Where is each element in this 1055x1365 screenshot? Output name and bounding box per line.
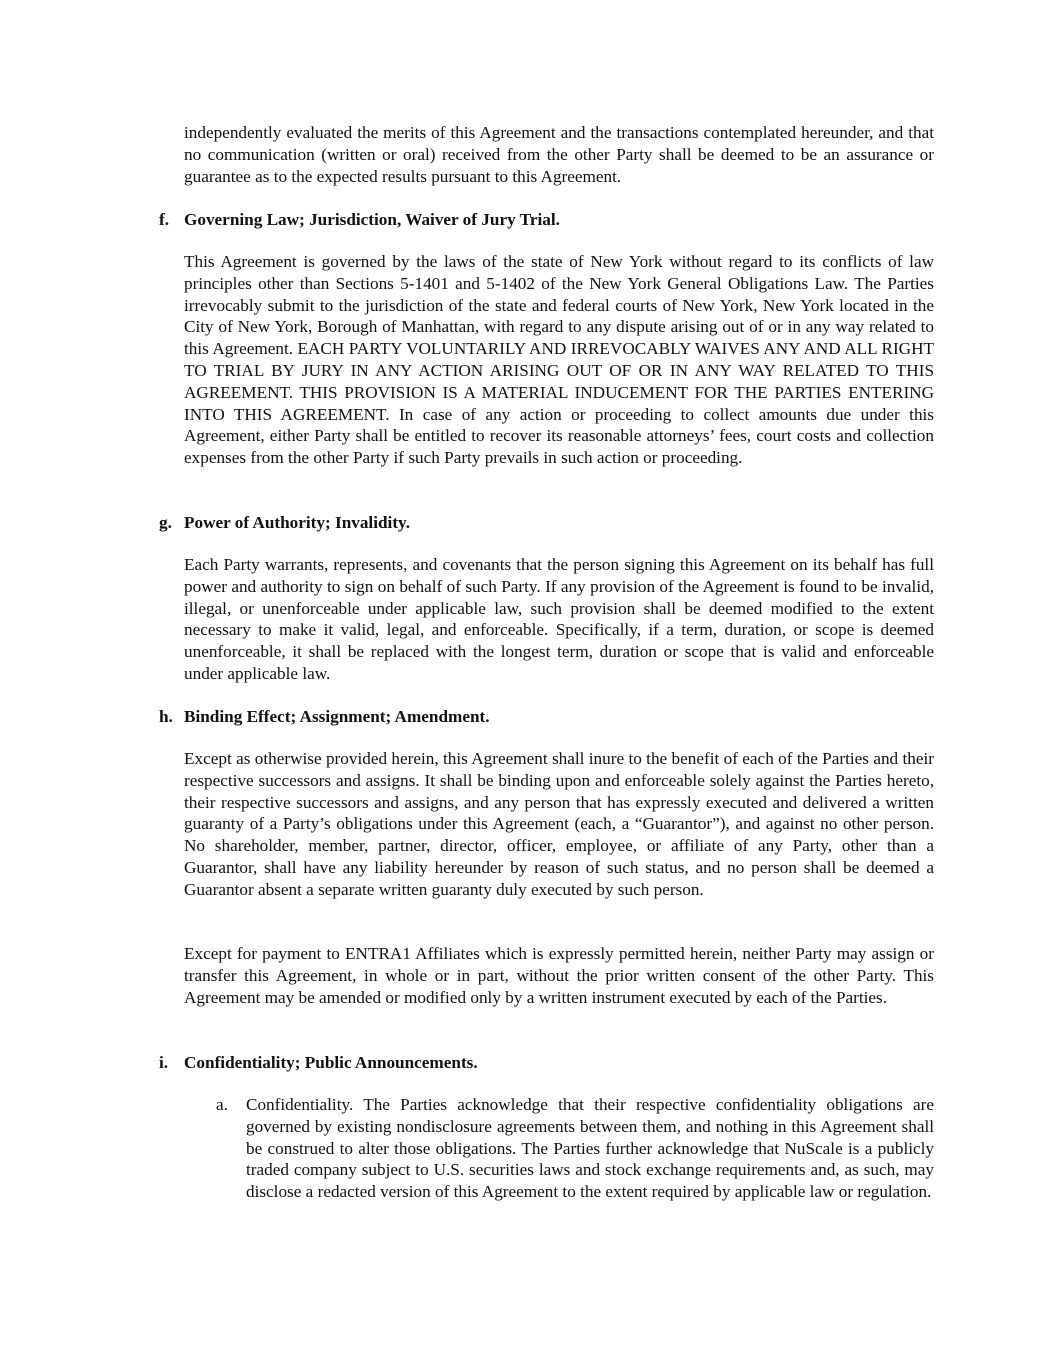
section-letter: i. xyxy=(159,1053,169,1072)
section-h-paragraph-1: Except as otherwise provided herein, this Agreement shall inure to the benefit of each of the Parties and their respective successors and assigns. It shall be binding upon and enforceable solely against the Parties hereto, their respective successors and assigns, and any person that has expressly executed and delivered a written guaranty of a Party’s obligations under this Agreement (each, a “Guarantor”), and against no other person. No shareholder, member, partner, director, officer, employee, or affiliate of any Party, other than a Guarantor, shall have any liability hereunder by reason of such status, and no person shall be deemed a Guarantor absent a separate written guaranty duly executed by such person. xyxy=(184,749,934,899)
section-title: Power of Authority; Invalidity. xyxy=(184,513,410,532)
section-title: Confidentiality; Public Announcements. xyxy=(184,1053,478,1072)
subitem-text: Confidentiality. The Parties acknowledge that their respective confidentiality obligations are governed by existing nondisclosure agreements between them, and nothing in this Agreement shall be construed to alter those obligations. The Parties further acknowledge that NuScale is a publicly traded company subject to U.S. securities laws and stock exchange requirements and, as such, may disclose a redacted version of this Agreement to the extent required by applicable law or regulation. xyxy=(246,1095,934,1202)
intro-paragraph: independently evaluated the merits of this Agreement and the transactions contemplated hereunder, and that no communication (written or oral) received from the other Party shall be deemed to be an assurance or guarantee as to the expected results pursuant to this Agreement. xyxy=(184,123,934,186)
section-letter: h. xyxy=(159,707,173,726)
section-g-paragraph: Each Party warrants, represents, and covenants that the person signing this Agreement on its behalf has full power and authority to sign on behalf of such Party. If any provision of the Agreement is found to be invalid, illegal, or unenforceable under applicable law, such provision shall be deemed modified to the extent necessary to make it valid, legal, and enforceable. Specifically, if a term, duration, or scope is deemed unenforceable, it shall be replaced with the longest term, duration or scope that is valid and enforceable under applicable law. xyxy=(184,555,934,683)
section-h-paragraph-2: Except for payment to ENTRA1 Affiliates which is expressly permitted herein, neither Party may assign or transfer this Agreement, in whole or in part, without the prior written consent of the other Party. This Agreement may be amended or modified only by a written instrument executed by each of the Parties. xyxy=(184,944,934,1007)
section-title: Binding Effect; Assignment; Amendment. xyxy=(184,707,490,726)
section-title: Governing Law; Jurisdiction, Waiver of Jury Trial. xyxy=(184,210,560,229)
section-letter: g. xyxy=(159,513,172,532)
section-f-paragraph: This Agreement is governed by the laws of the state of New York without regard to its conflicts of law principles other than Sections 5-1401 and 5-1402 of the New York General Obligations Law. The Parties irrevocably submit to the jurisdiction of the state and federal courts of New York, New York located in the City of New York, Borough of Manhattan, with regard to any dispute arising out of or in any way related to this Agreement. EACH PARTY VOLUNTARILY AND IRREVOCABLY WAIVES ANY AND ALL RIGHT TO TRIAL BY JURY IN ANY ACTION ARISING OUT OF OR IN ANY WAY RELATED TO THIS AGREEMENT. THIS PROVISION IS A MATERIAL INDUCEMENT FOR THE PARTIES ENTERING INTO THIS AGREEMENT. In case of any action or proceeding to collect amounts due under this Agreement, either Party shall be entitled to recover its reasonable attorneys’ fees, court costs and collection expenses from the other Party if such Party prevails in such action or proceeding. xyxy=(184,252,934,468)
subitem-marker: a. xyxy=(216,1095,228,1114)
section-letter: f. xyxy=(159,210,170,229)
